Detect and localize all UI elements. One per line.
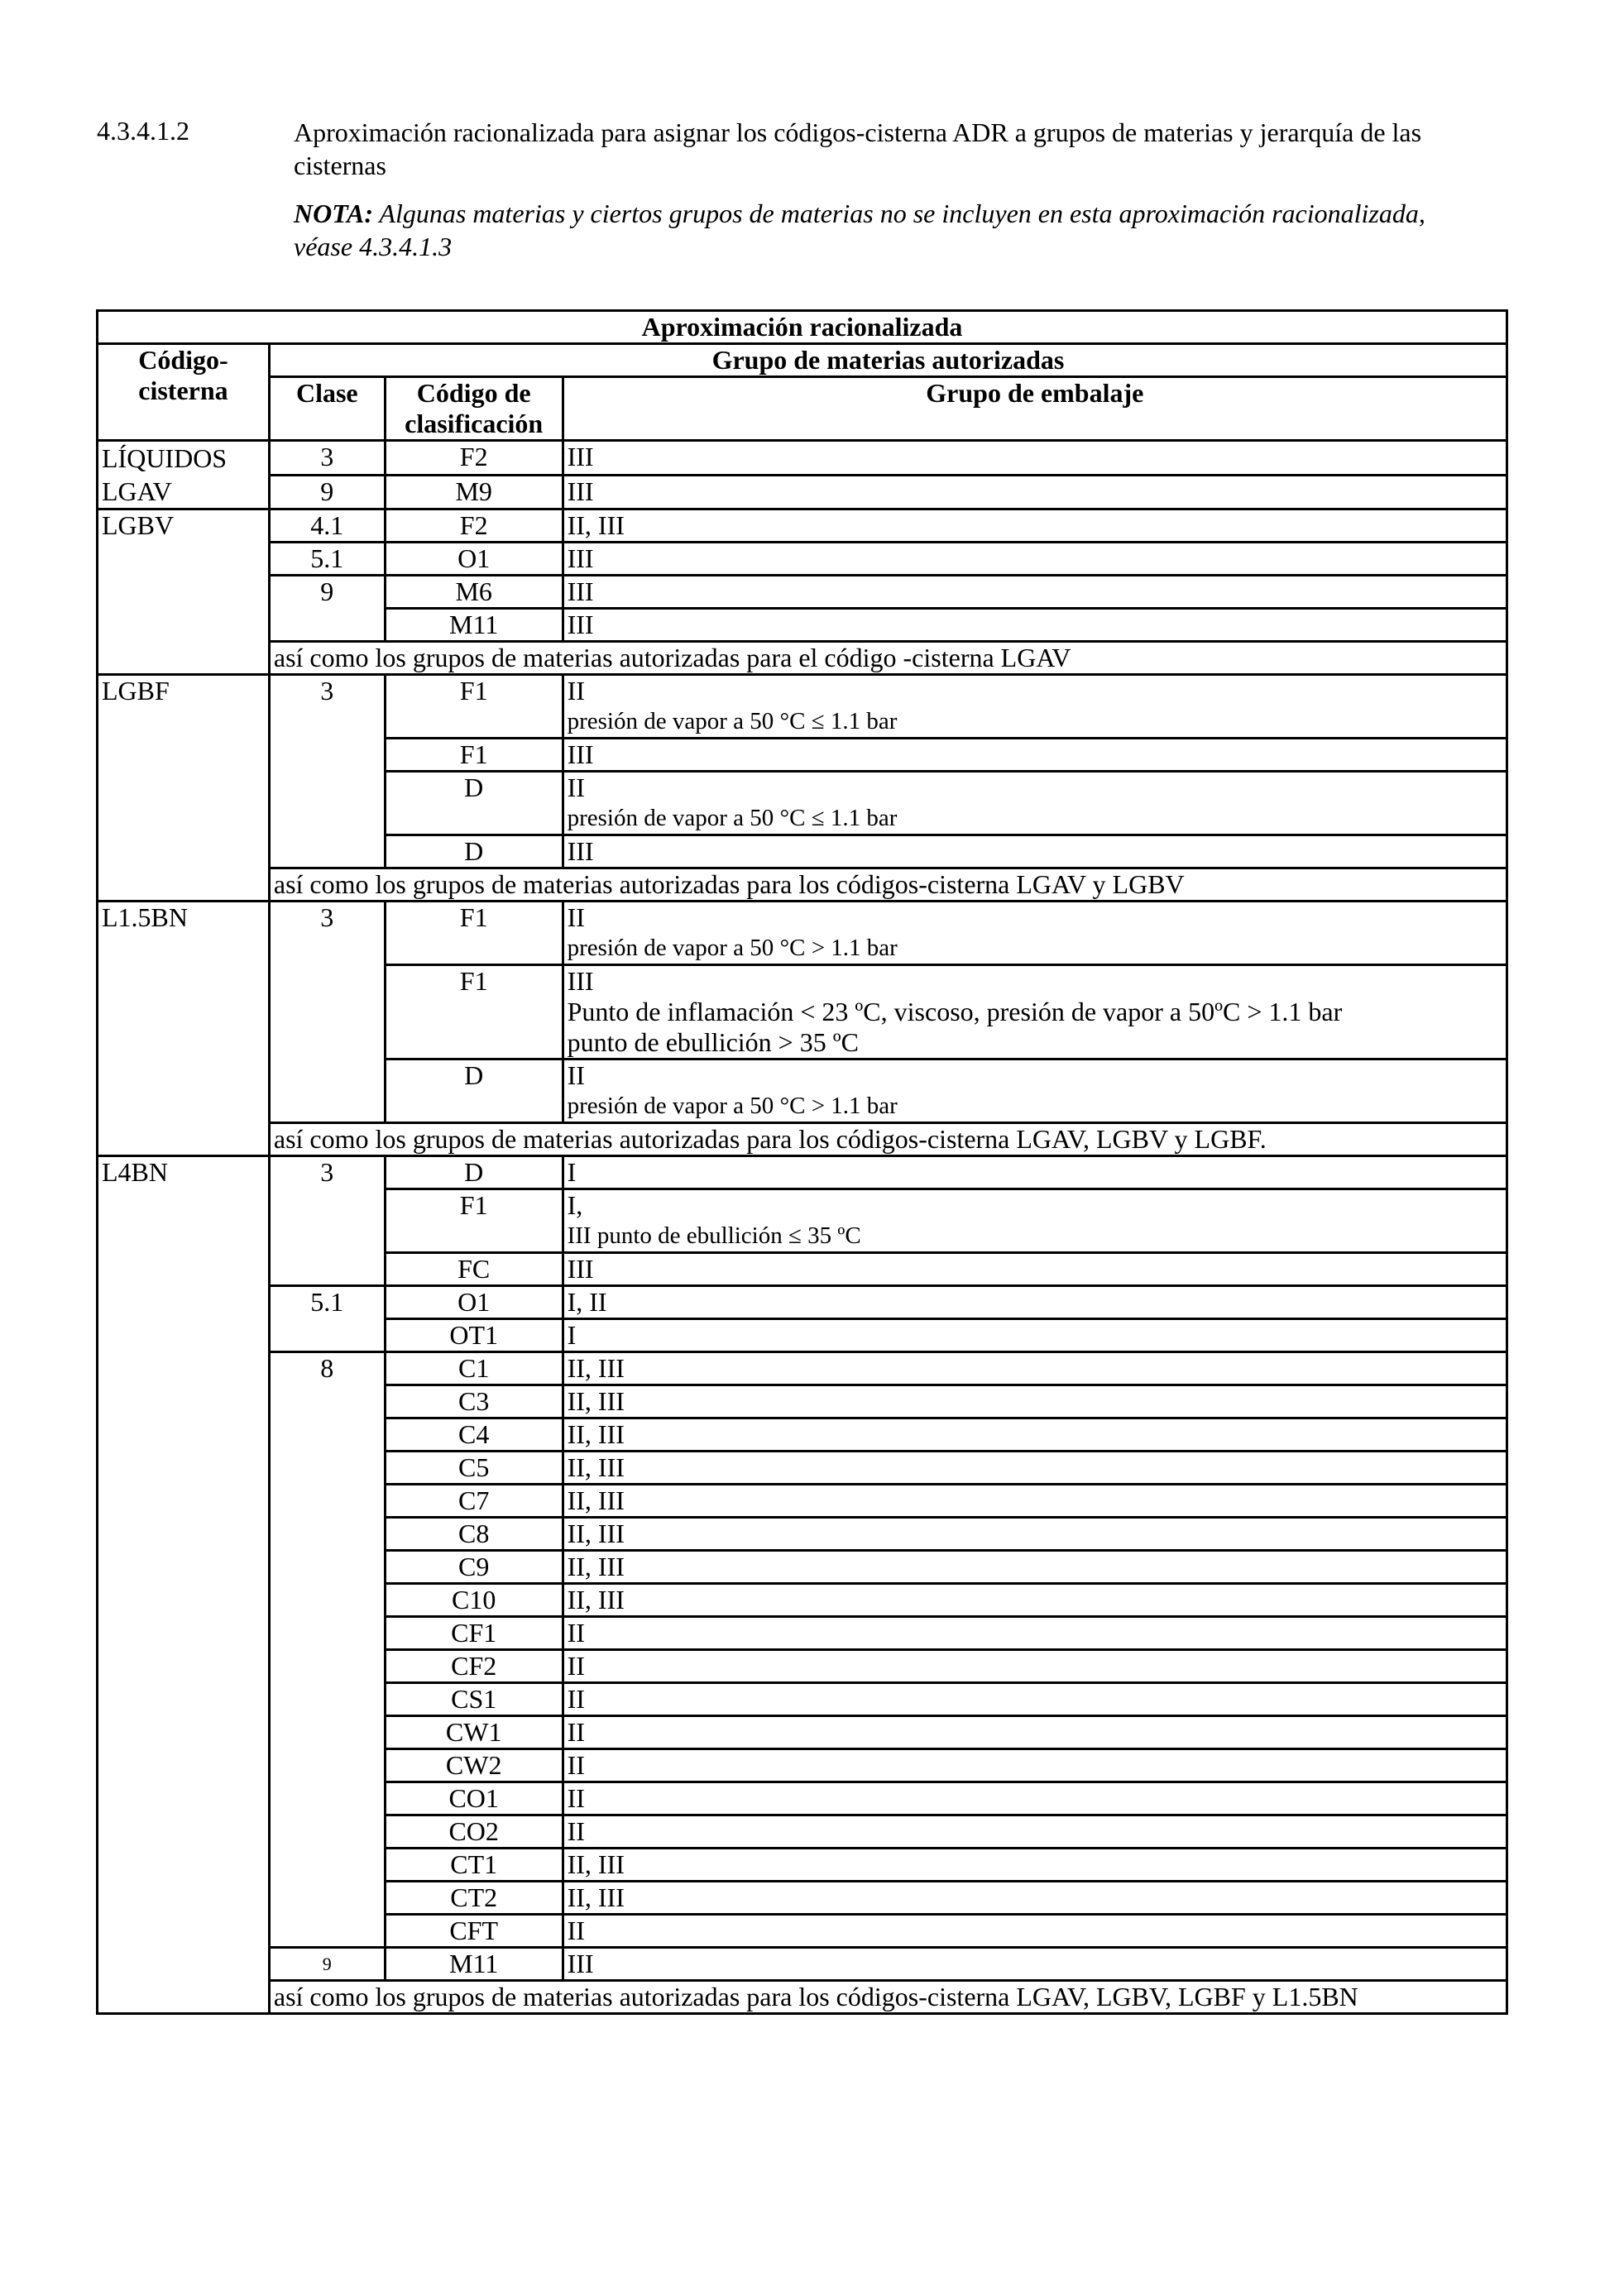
packing-group-cell: II (563, 1617, 1507, 1650)
table-row (98, 1981, 1507, 2014)
header-classification-code: Código de clasificación (385, 377, 563, 441)
packing-group-cell (563, 1189, 1507, 1253)
vapor-pressure-note: presión de vapor a 50 °C > 1.1 bar (567, 935, 898, 961)
vapor-pressure-note: presión de vapor a 50 °C ≤ 1.1 bar (567, 805, 898, 831)
classification-code-cell: F1 (385, 739, 563, 772)
class-cell: 5.1 (269, 543, 385, 576)
table-row (98, 1352, 1507, 1385)
packing-group-cell: II, III (563, 1882, 1507, 1915)
classification-code-cell: CO2 (385, 1815, 563, 1849)
packing-group-cell: II (563, 1815, 1507, 1849)
packing-group-cell: III (563, 739, 1507, 772)
table-row (98, 1948, 1507, 1981)
classification-code-cell: C4 (385, 1418, 563, 1452)
group-header-row (98, 344, 1507, 377)
packing-group-cell: II (563, 1915, 1507, 1948)
packing-group-cell (563, 675, 1507, 739)
packing-group-cell: II (563, 1683, 1507, 1716)
tank-code-lgbv: LGBV (98, 509, 270, 675)
packing-group-cell: III (563, 609, 1507, 642)
classification-code-cell: F2 (385, 441, 563, 476)
classification-code-cell: CW2 (385, 1749, 563, 1782)
classification-code-cell: F1 (385, 965, 563, 1060)
class-cell: 3 (269, 902, 385, 1123)
packing-group-cell: II, III (563, 1584, 1507, 1617)
class-cell: 8 (269, 1352, 385, 1948)
packing-group-cell: II, III (563, 1452, 1507, 1485)
classification-code-cell: F1 (385, 902, 563, 965)
table-row (98, 868, 1507, 902)
classification-code-cell: M11 (385, 609, 563, 642)
section-title: Aproximación racionalizada para asignar los códigos-cisterna ADR a grupos de materias y jerarquía de las cisternas (294, 117, 1422, 180)
classification-code-cell: D (385, 1060, 563, 1123)
packing-group-value: II (567, 773, 585, 802)
packing-group-cell: II, III (563, 1352, 1507, 1385)
also-authorized-note: así como los grupos de materias autorizadas para los códigos-cisterna LGAV y LGBV (269, 868, 1507, 902)
table-row (98, 441, 1507, 476)
class-cell: 9 (269, 1948, 385, 1981)
packing-group-cell: II, III (563, 1849, 1507, 1882)
section-note (294, 197, 1468, 263)
packing-group-value: II (567, 676, 585, 706)
vapor-pressure-note: presión de vapor a 50 °C > 1.1 bar (567, 1093, 898, 1119)
classification-code-cell: F2 (385, 509, 563, 543)
packing-group-cell: II (563, 1650, 1507, 1683)
liquids-label: LÍQUIDOS (102, 443, 228, 473)
classification-code-cell: CS1 (385, 1683, 563, 1716)
tank-code-lgbf: LGBF (98, 675, 270, 902)
packing-group-cell: II (563, 1749, 1507, 1782)
table-row (98, 902, 1507, 965)
classification-code-cell: C1 (385, 1352, 563, 1385)
table-row (98, 543, 1507, 576)
classification-code-cell: D (385, 1156, 563, 1189)
class-cell: 3 (269, 441, 385, 476)
classification-code-cell: O1 (385, 543, 563, 576)
packing-group-cell (563, 1060, 1507, 1123)
also-authorized-note: así como los grupos de materias autorizadas para el código -cisterna LGAV (269, 642, 1507, 675)
packing-group-cell: II (563, 1716, 1507, 1749)
packing-group-cell: III (563, 1253, 1507, 1286)
vapor-pressure-note: presión de vapor a 50 °C ≤ 1.1 bar (567, 708, 898, 734)
classification-code-cell: D (385, 835, 563, 868)
note-text: Algunas materias y ciertos grupos de materias no se incluyen en esta aproximación racionalizada, véase 4.3.4.1.3 (294, 199, 1425, 261)
classification-code-cell: M9 (385, 475, 563, 509)
table-row (98, 1123, 1507, 1156)
table-row (98, 675, 1507, 739)
packing-group-cell: III (563, 1948, 1507, 1981)
table-row (98, 642, 1507, 675)
packing-group-cell (563, 902, 1507, 965)
packing-group-cell: III (563, 576, 1507, 609)
table-title-row (98, 311, 1507, 344)
packing-group-cell: II (563, 1782, 1507, 1815)
table-row (98, 509, 1507, 543)
packing-group-value: II (567, 1060, 585, 1090)
packing-group-value: II (567, 902, 585, 932)
header-tank-code: Código-cisterna (98, 344, 270, 441)
column-header-row (98, 377, 1507, 441)
classification-code-cell: M11 (385, 1948, 563, 1981)
packing-group-cell: III (563, 835, 1507, 868)
classification-code-cell: CO1 (385, 1782, 563, 1815)
class-cell: 5.1 (269, 1286, 385, 1352)
note-label: NOTA: (294, 199, 373, 228)
rationalized-approach-table (96, 309, 1508, 2015)
classification-code-cell: F1 (385, 675, 563, 739)
packing-group-cell: I (563, 1319, 1507, 1352)
packing-group-cell: II, III (563, 1418, 1507, 1452)
packing-group-cell: I, II (563, 1286, 1507, 1319)
also-authorized-note: así como los grupos de materias autorizadas para los códigos-cisterna LGAV, LGBV y LGBF. (269, 1123, 1507, 1156)
class-cell: 4.1 (269, 509, 385, 543)
classification-code-cell: CF2 (385, 1650, 563, 1683)
section-number: 4.3.4.1.2 (97, 116, 189, 146)
classification-code-cell: F1 (385, 1189, 563, 1253)
table-row (98, 1286, 1507, 1319)
packing-group-cell: II, III (563, 1518, 1507, 1551)
classification-code-cell: D (385, 772, 563, 835)
tank-code-l4bn: L4BN (98, 1156, 270, 2014)
header-class: Clase (269, 377, 385, 441)
classification-code-cell: CW1 (385, 1716, 563, 1749)
packing-group-cell (563, 965, 1507, 1060)
classification-code-cell: FC (385, 1253, 563, 1286)
packing-group-cell: II, III (563, 1551, 1507, 1584)
class-cell: 3 (269, 1156, 385, 1286)
classification-code-cell: C10 (385, 1584, 563, 1617)
flash-point-note: Punto de inflamación < 23 ºC, viscoso, presión de vapor a 50ºC > 1.1 bar (567, 997, 1343, 1026)
also-authorized-note: así como los grupos de materias autorizadas para los códigos-cisterna LGAV, LGBV, LGBF y L1.5BN (269, 1981, 1507, 2014)
header-authorized-groups: Grupo de materias autorizadas (269, 344, 1507, 377)
class-cell: 3 (269, 675, 385, 868)
tank-code-lgav (98, 441, 270, 509)
boiling-point-note: punto de ebullición > 35 ºC (567, 1027, 859, 1057)
classification-code-cell: OT1 (385, 1319, 563, 1352)
packing-group-value: I, (567, 1190, 583, 1220)
packing-group-cell: II, III (563, 1485, 1507, 1518)
table-row (98, 475, 1507, 509)
header-packing-group: Grupo de embalaje (563, 377, 1507, 441)
classification-code-cell: C9 (385, 1551, 563, 1584)
boiling-point-note: III punto de ebullición ≤ 35 ºC (567, 1222, 861, 1249)
tank-code-label: LGAV (102, 476, 172, 506)
classification-code-cell: M6 (385, 576, 563, 609)
classification-code-cell: C8 (385, 1518, 563, 1551)
classification-code-cell: C5 (385, 1452, 563, 1485)
packing-group-cell: III (563, 441, 1507, 476)
classification-code-cell: CFT (385, 1915, 563, 1948)
packing-group-cell: III (563, 475, 1507, 509)
packing-group-value: III (567, 966, 594, 996)
classification-code-cell: C7 (385, 1485, 563, 1518)
table-title: Aproximación racionalizada (98, 311, 1507, 344)
tank-code-l15bn: L1.5BN (98, 902, 270, 1156)
packing-group-cell: II, III (563, 509, 1507, 543)
table-row (98, 576, 1507, 609)
class-cell: 9 (269, 576, 385, 642)
classification-code-cell: CF1 (385, 1617, 563, 1650)
classification-code-cell: CT1 (385, 1849, 563, 1882)
packing-group-cell: I (563, 1156, 1507, 1189)
class-cell: 9 (269, 475, 385, 509)
classification-code-cell: O1 (385, 1286, 563, 1319)
packing-group-cell (563, 772, 1507, 835)
table-row (98, 1156, 1507, 1189)
packing-group-cell: II, III (563, 1385, 1507, 1418)
classification-code-cell: CT2 (385, 1882, 563, 1915)
packing-group-cell: III (563, 543, 1507, 576)
classification-code-cell: C3 (385, 1385, 563, 1418)
